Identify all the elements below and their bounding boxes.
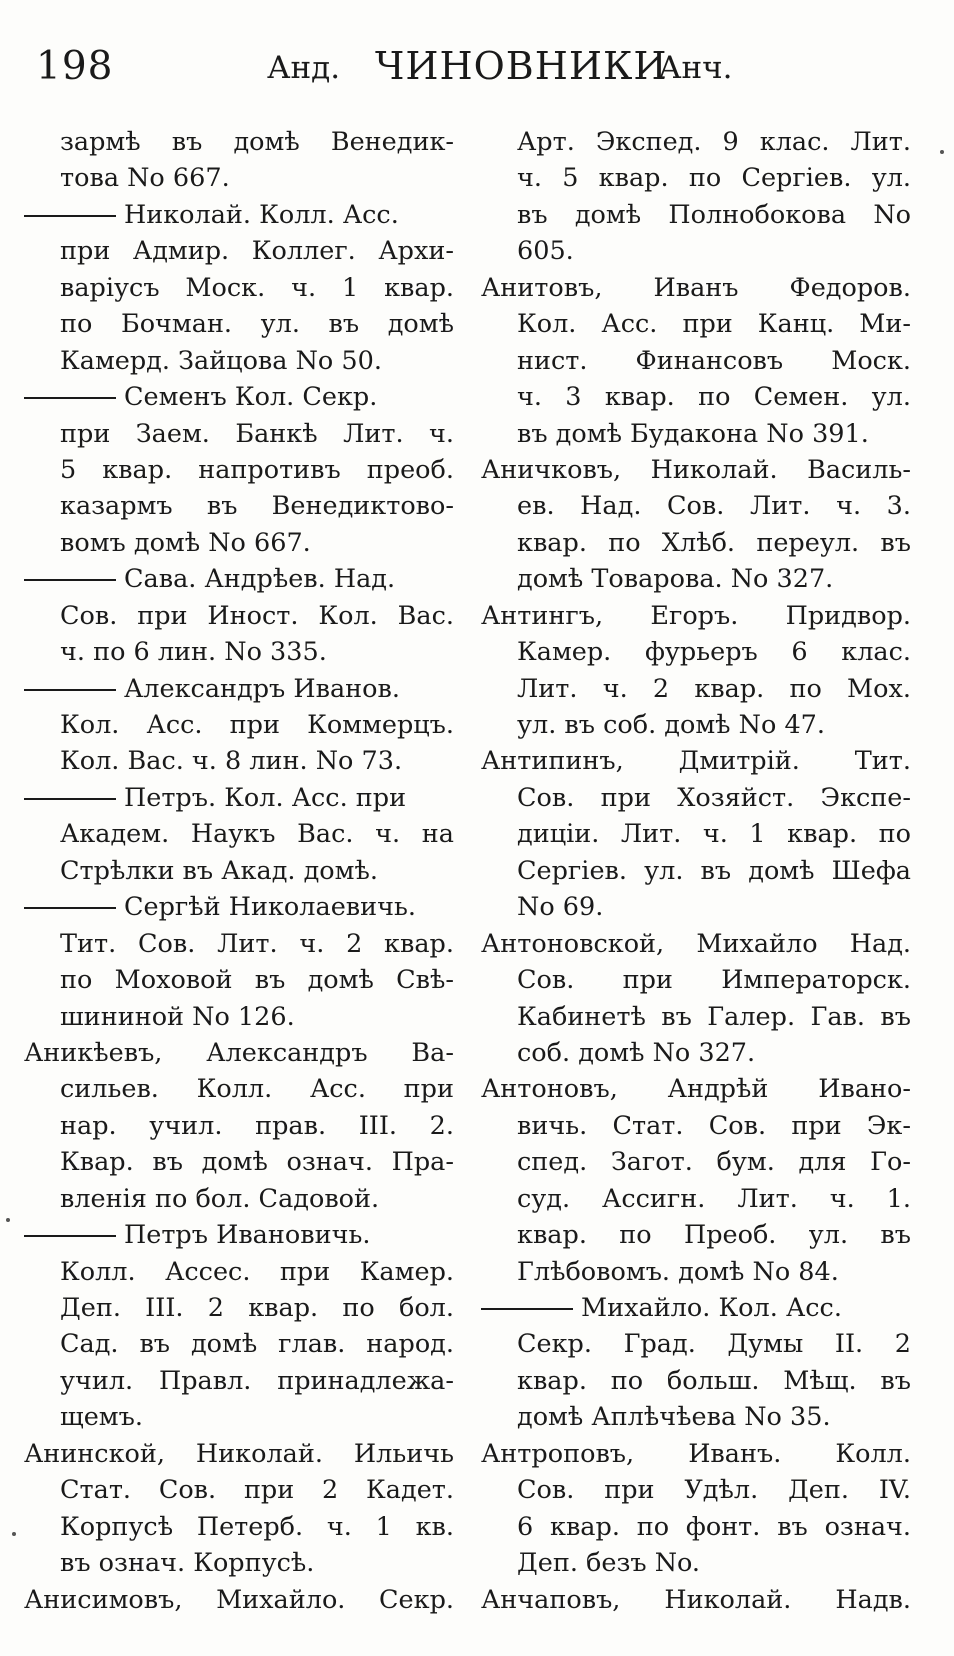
text-line: [24, 634, 454, 670]
text-line: [24, 233, 454, 269]
line-text: Антоновъ, Андрѣй Ивано-: [481, 1074, 911, 1105]
text-line: [481, 124, 911, 160]
text-line: [481, 707, 911, 743]
text-line: [24, 1071, 454, 1107]
line-text: Колл. Ассес. при Камер.: [60, 1256, 454, 1287]
text-line: [481, 1509, 911, 1545]
section-title: ЧИНОВНИКИ: [375, 44, 668, 88]
text-line: [481, 197, 911, 233]
text-line: [481, 452, 911, 488]
repeat-surname-dash: [24, 397, 116, 399]
line-text: вленія по бол. Садовой.: [60, 1183, 380, 1214]
text-line: [481, 780, 911, 816]
text-line: [24, 160, 454, 196]
header-range-end: Анч.: [658, 50, 733, 86]
line-text: Сов. при Хозяйст. Экспе-: [517, 782, 911, 813]
text-line: [24, 743, 454, 779]
text-line: [481, 343, 911, 379]
line-text: въ домѣ Будакона No 391.: [517, 418, 869, 449]
text-line: [24, 1472, 454, 1508]
line-text: Секр. Град. Думы II. 2: [517, 1329, 911, 1360]
paper-speck: [6, 1218, 10, 1222]
line-text: Сов. при Удѣл. Деп. IV.: [517, 1475, 911, 1506]
line-text: Корпусѣ Петерб. ч. 1 кв.: [60, 1511, 454, 1542]
line-text: зармѣ въ домѣ Венедик-: [60, 127, 454, 157]
text-line: [481, 306, 911, 342]
line-text: Лит. ч. 2 квар. по Мох.: [517, 673, 911, 704]
text-line: [24, 1108, 454, 1144]
line-text: Антоновской, Михайло Над.: [481, 928, 911, 959]
text-line: [24, 1363, 454, 1399]
line-text: щемъ.: [60, 1402, 143, 1433]
text-line: [481, 1217, 911, 1253]
text-line: [24, 1545, 454, 1581]
text-line: [24, 452, 454, 488]
text-line: [481, 416, 911, 452]
line-text: варіусъ Моск. ч. 1 квар.: [60, 272, 454, 303]
repeat-surname-dash: [24, 579, 116, 581]
line-text: по Бочман. ул. въ домѣ: [60, 309, 454, 340]
line-text: ч. 5 квар. по Сергіев. ул.: [517, 163, 911, 194]
line-text: сильев. Колл. Асс. при: [60, 1074, 454, 1105]
line-text: при Адмир. Коллег. Архи-: [60, 236, 454, 267]
line-text: спед. Загот. бум. для Го-: [517, 1147, 911, 1178]
text-line: [481, 853, 911, 889]
line-text: Аничковъ, Николай. Василь-: [481, 454, 911, 485]
line-text: Сад. въ домѣ глав. народ.: [60, 1329, 454, 1360]
line-text: Аникѣевъ, Александръ Ва-: [24, 1037, 454, 1068]
line-text: Петръ. Кол. Асс. при: [124, 782, 407, 813]
text-line: [481, 889, 911, 925]
repeat-surname-dash: [24, 907, 116, 909]
text-line: [24, 962, 454, 998]
line-text: Сергіев. ул. въ домѣ Шефа: [517, 855, 911, 886]
text-line: [24, 1582, 454, 1618]
line-text: Камер. фурьеръ 6 клас.: [517, 637, 911, 668]
line-text: вомъ домѣ No 667.: [60, 527, 311, 558]
text-line: [481, 1582, 911, 1618]
line-text: Антингъ, Егоръ. Придвор.: [481, 600, 911, 631]
line-text: ч. по 6 лин. No 335.: [60, 637, 327, 668]
text-line: [481, 743, 911, 779]
text-line: [481, 1472, 911, 1508]
line-text: ул. въ соб. домѣ No 47.: [517, 710, 825, 740]
text-line: [481, 1071, 911, 1107]
text-line: [24, 488, 454, 524]
line-text: Сов. при Иност. Кол. Вас.: [60, 600, 454, 631]
line-text: Анинской, Николай. Ильичь: [24, 1438, 454, 1469]
line-text: Семенъ Кол. Секр.: [124, 382, 378, 413]
line-text: 6 квар. по фонт. въ означ.: [517, 1511, 911, 1542]
text-line: [24, 416, 454, 452]
line-text: въ домѣ Полнобокова No: [517, 199, 911, 230]
line-text: Арт. Экспед. 9 клас. Лит.: [517, 127, 911, 157]
line-text: Стрѣлки въ Акад. домѣ.: [60, 855, 378, 886]
line-text: 5 квар. напротивъ преоб.: [60, 454, 454, 485]
line-text: Николай. Колл. Асс.: [124, 199, 399, 230]
text-line: [24, 999, 454, 1035]
line-text: въ означ. Корпусѣ.: [60, 1548, 315, 1579]
line-text: Кол. Асс. при Коммерцъ.: [60, 710, 454, 740]
text-line: [24, 1254, 454, 1290]
text-line: [481, 1108, 911, 1144]
text-line: [481, 270, 911, 306]
line-text: No 69.: [517, 892, 604, 923]
line-text: квар. по Преоб. ул. въ: [517, 1220, 911, 1251]
text-line: [24, 671, 454, 707]
line-text: соб. домѣ No 327.: [517, 1037, 756, 1068]
text-line: [481, 561, 911, 597]
text-line: [24, 561, 454, 597]
text-line: [24, 707, 454, 743]
repeat-surname-dash: [24, 215, 116, 217]
line-text: квар. по больш. Мѣщ. въ: [517, 1365, 911, 1396]
line-text: Антроповъ, Иванъ. Колл.: [481, 1438, 911, 1469]
text-line: [481, 1363, 911, 1399]
text-line: [481, 1144, 911, 1180]
line-text: Михайло. Кол. Асс.: [581, 1293, 842, 1323]
text-line: [24, 343, 454, 379]
text-line: [481, 816, 911, 852]
text-line: [481, 962, 911, 998]
line-text: казармъ въ Венедиктово-: [60, 491, 454, 522]
line-text: Сов. при Императорск.: [517, 965, 911, 996]
line-text: Антипинъ, Дмитрій. Тит.: [481, 746, 911, 777]
text-line: [481, 1035, 911, 1071]
text-line: [24, 816, 454, 852]
text-line: [481, 1290, 911, 1326]
text-line: [481, 379, 911, 415]
text-line: [24, 853, 454, 889]
text-line: [481, 525, 911, 561]
paper-speck: [12, 1532, 16, 1536]
line-text: 605.: [517, 236, 574, 267]
text-line: [24, 598, 454, 634]
text-line: [481, 1399, 911, 1435]
text-line: [24, 1326, 454, 1362]
text-line: [24, 1181, 454, 1217]
line-text: Квар. въ домѣ означ. Пра-: [60, 1147, 454, 1178]
text-line: [24, 926, 454, 962]
left-column: [24, 124, 454, 1618]
line-text: при Заем. Банкѣ Лит. ч.: [60, 418, 454, 449]
line-text: домѣ Аплѣчѣева No 35.: [517, 1402, 831, 1433]
line-text: домѣ Товарова. No 327.: [517, 564, 834, 595]
line-text: Деп. безъ No.: [517, 1548, 701, 1579]
text-line: [24, 197, 454, 233]
line-text: Анитовъ, Иванъ Федоров.: [481, 272, 911, 303]
text-line: [24, 379, 454, 415]
text-line: [24, 1290, 454, 1326]
header-range-start: Анд.: [267, 50, 341, 86]
text-line: [481, 1545, 911, 1581]
line-text: Академ. Наукъ Вас. ч. на: [60, 819, 454, 850]
line-text: учил. Правл. принадлежа-: [60, 1365, 454, 1396]
text-line: [24, 306, 454, 342]
line-text: Кол. Асс. при Канц. Ми-: [517, 309, 911, 340]
line-text: квар. по Хлѣб. переул. въ: [517, 527, 911, 558]
text-line: [24, 270, 454, 306]
line-text: Сергѣй Николаевичь.: [124, 892, 416, 923]
text-line: [481, 488, 911, 524]
line-text: по Моховой въ домѣ Свѣ-: [60, 965, 454, 996]
page-header: [30, 38, 770, 98]
text-line: [24, 1217, 454, 1253]
text-line: [481, 1181, 911, 1217]
line-text: Анчаповъ, Николай. Надв.: [481, 1584, 911, 1615]
text-line: [24, 889, 454, 925]
text-line: [24, 1035, 454, 1071]
text-line: [481, 233, 911, 269]
line-text: Кол. Вас. ч. 8 лин. No 73.: [60, 746, 403, 777]
line-text: Кабинетѣ въ Галер. Гав. въ: [517, 1001, 911, 1032]
line-text: Стат. Сов. при 2 Кадет.: [60, 1475, 454, 1506]
line-text: ев. Над. Сов. Лит. ч. 3.: [517, 491, 911, 522]
text-line: [24, 525, 454, 561]
line-text: нар. учил. прав. III. 2.: [60, 1110, 454, 1141]
text-line: [24, 1509, 454, 1545]
paper-speck: [940, 150, 944, 154]
line-text: Александръ Иванов.: [124, 673, 400, 704]
text-line: [24, 124, 454, 160]
line-text: Анисимовъ, Михайло. Секр.: [24, 1584, 454, 1615]
text-line: [481, 598, 911, 634]
repeat-surname-dash: [481, 1308, 573, 1310]
text-line: [24, 780, 454, 816]
line-text: Деп. III. 2 квар. по бол.: [60, 1293, 454, 1323]
text-line: [481, 1326, 911, 1362]
page-number: 198: [36, 44, 114, 89]
text-line: [481, 999, 911, 1035]
text-line: [481, 634, 911, 670]
line-text: Тит. Сов. Лит. ч. 2 квар.: [60, 928, 454, 959]
line-text: Петръ Ивановичь.: [124, 1220, 371, 1251]
text-line: [481, 160, 911, 196]
text-line: [481, 1436, 911, 1472]
repeat-surname-dash: [24, 1235, 116, 1237]
text-line: [481, 926, 911, 962]
text-line: [24, 1399, 454, 1435]
line-text: суд. Ассигн. Лит. ч. 1.: [517, 1183, 911, 1214]
repeat-surname-dash: [24, 798, 116, 800]
line-text: Глѣбовомъ. домѣ No 84.: [517, 1256, 839, 1287]
line-text: това No 667.: [60, 163, 230, 194]
line-text: вичь. Стат. Сов. при Эк-: [517, 1110, 911, 1141]
line-text: Камерд. Зайцова No 50.: [60, 345, 382, 376]
line-text: диціи. Лит. ч. 1 квар. по: [517, 819, 911, 850]
text-line: [24, 1436, 454, 1472]
text-line: [481, 671, 911, 707]
right-column: [481, 124, 911, 1618]
line-text: шининой No 126.: [60, 1001, 295, 1032]
line-text: нист. Финансовъ Моск.: [517, 345, 911, 376]
text-line: [24, 1144, 454, 1180]
repeat-surname-dash: [24, 689, 116, 691]
line-text: Сава. Андрѣев. Над.: [124, 564, 396, 595]
text-line: [481, 1254, 911, 1290]
line-text: ч. 3 квар. по Семен. ул.: [517, 382, 911, 413]
